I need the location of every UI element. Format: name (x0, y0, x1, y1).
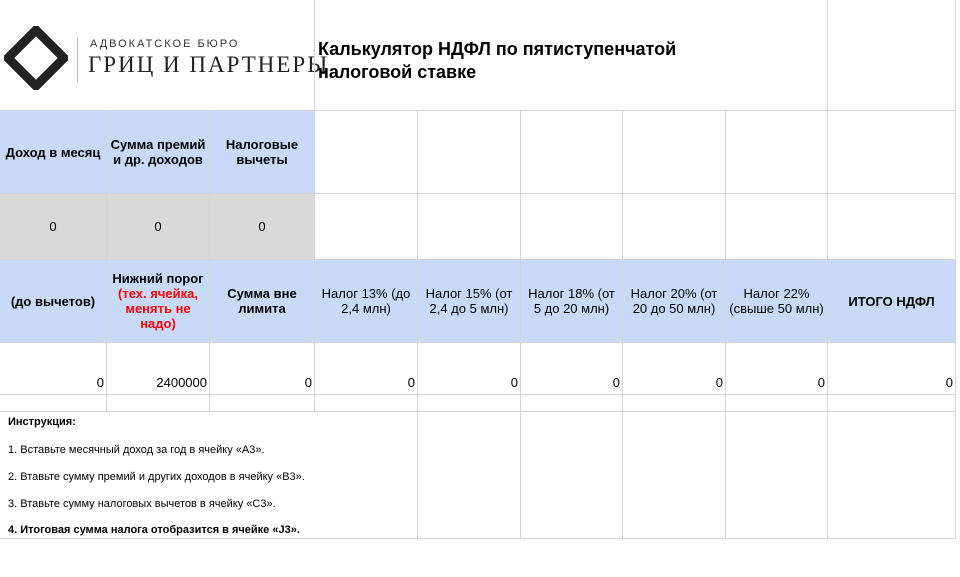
instruction-heading: Инструкция: (8, 416, 76, 428)
value-tax-13[interactable]: 0 (315, 343, 418, 395)
firm-name: ГРИЦ И ПАРТНЕРЫ (88, 52, 330, 77)
cell-r6-h[interactable] (726, 395, 828, 412)
title-line-1: Калькулятор НДФЛ по пятиступенчатой (318, 39, 677, 59)
header-tax-13[interactable]: Налог 13% (до 2,4 млн) (315, 260, 418, 343)
instruction-step-3: 3. Втавьте сумму налоговых вычетов в ячейку «С3». (8, 498, 276, 510)
cell-r6-g[interactable] (623, 395, 726, 412)
header-tax-15[interactable]: Налог 15% (от 2,4 до 5 млн) (418, 260, 521, 343)
cell-r3-e[interactable] (418, 194, 521, 260)
header-lower-threshold[interactable] (107, 260, 210, 343)
page-title (318, 38, 738, 84)
cell-r2-h[interactable] (726, 111, 828, 194)
header-tax-22[interactable]: Налог 22% (свыше 50 млн) (726, 260, 828, 343)
cell-r2-f[interactable] (521, 111, 623, 194)
header-lower-threshold-note: (тех. ячейка, менять не надо) (118, 286, 198, 331)
cell-r6-e[interactable] (418, 395, 521, 412)
cell-logo-area[interactable] (0, 0, 315, 111)
header-lower-threshold-label: Нижний порог (112, 271, 204, 286)
cell-r6-f[interactable] (521, 395, 623, 412)
value-tax-20[interactable]: 0 (623, 343, 726, 395)
cell-r3-i[interactable] (828, 194, 956, 260)
header-over-limit[interactable]: Сумма вне лимита (210, 260, 315, 343)
header-before-deductions[interactable]: (до вычетов) (0, 260, 107, 343)
cell-r3-g[interactable] (623, 194, 726, 260)
cell-r2-i[interactable] (828, 111, 956, 194)
instruction-step-1: 1. Вставьте месячный доход за год в ячейку «А3». (8, 444, 265, 456)
title-line-2: налоговой ставке (318, 62, 477, 82)
cell-r6-a[interactable] (0, 395, 107, 412)
firm-subtitle: АДВОКАТСКОЕ БЮРО (90, 38, 240, 50)
cell-r6-b[interactable] (107, 395, 210, 412)
cell-r1-j[interactable] (828, 0, 956, 111)
value-total-tax[interactable]: 0 (828, 343, 956, 395)
value-before-deductions[interactable]: 0 (0, 343, 107, 395)
header-deductions[interactable]: Налоговые вычеты (210, 111, 315, 194)
cell-r6-d[interactable] (315, 395, 418, 412)
cell-r7-f[interactable] (521, 412, 623, 539)
cell-r7-e[interactable] (418, 412, 521, 539)
header-monthly-income[interactable]: Доход в месяц (0, 111, 107, 194)
input-deductions[interactable]: 0 (210, 194, 315, 260)
cell-r6-c[interactable] (210, 395, 315, 412)
value-tax-15[interactable]: 0 (418, 343, 521, 395)
header-tax-18[interactable]: Налог 18% (от 5 до 20 млн) (521, 260, 623, 343)
cell-r7-i[interactable] (828, 412, 956, 539)
input-bonuses[interactable]: 0 (107, 194, 210, 260)
header-tax-20[interactable]: Налог 20% (от 20 до 50 млн) (623, 260, 726, 343)
cell-r6-i[interactable] (828, 395, 956, 412)
instruction-step-4: 4. Итоговая сумма налога отобразится в ячейке «J3». (8, 524, 300, 536)
header-total-tax[interactable]: ИТОГО НДФЛ (828, 260, 956, 343)
cell-r2-e[interactable] (418, 111, 521, 194)
input-monthly-income[interactable]: 0 (0, 194, 107, 260)
cell-r7-h[interactable] (726, 412, 828, 539)
cell-r2-g[interactable] (623, 111, 726, 194)
cell-r3-h[interactable] (726, 194, 828, 260)
cell-r3-d[interactable] (315, 194, 418, 260)
cell-r2-d[interactable] (315, 111, 418, 194)
value-tax-22[interactable]: 0 (726, 343, 828, 395)
instruction-step-2: 2. Втавьте сумму премий и других доходов в ячейку «В3». (8, 471, 305, 483)
header-bonuses[interactable]: Сумма премий и др. доходов (107, 111, 210, 194)
value-over-limit[interactable]: 0 (210, 343, 315, 395)
value-lower-threshold[interactable]: 2400000 (107, 343, 210, 395)
value-tax-18[interactable]: 0 (521, 343, 623, 395)
cell-r3-f[interactable] (521, 194, 623, 260)
cell-r7-g[interactable] (623, 412, 726, 539)
